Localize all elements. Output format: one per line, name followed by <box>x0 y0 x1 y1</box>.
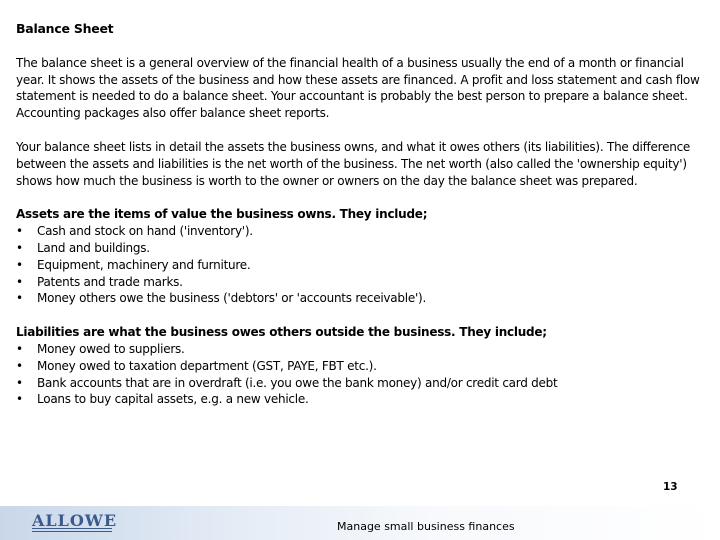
logo-underline <box>32 528 112 532</box>
list-item <box>16 240 706 257</box>
assets-list <box>16 223 706 307</box>
list-item <box>16 274 706 291</box>
slide-content <box>16 21 706 425</box>
footer-caption: Manage small business finances <box>337 520 515 533</box>
net-worth-paragraph: Your balance sheet lists in detail the assets the business owns, and what it owes others (its liabilities). The difference between the assets and liabilities is the net worth of the business. The net worth (also called the 'ownership equity') shows how much the business is worth to the owner or owners on the day the balance sheet was prepared. <box>16 139 691 188</box>
page-title: Balance Sheet <box>16 21 114 36</box>
list-item-text: Cash and stock on hand ('inventory'). <box>37 224 253 239</box>
list-item-text: Land and buildings. <box>37 240 150 255</box>
list-item-text: Equipment, machinery and furniture. <box>37 257 251 272</box>
logo-text: ALLOWE <box>32 511 118 530</box>
list-item <box>16 391 706 408</box>
assets-heading: Assets are the items of value the business owns. They include; <box>16 207 428 222</box>
page-number: 13 <box>663 481 678 493</box>
allowe-logo <box>32 511 116 535</box>
bullet-icon: • <box>16 274 23 289</box>
bullet-icon: • <box>16 240 23 255</box>
bullet-icon: • <box>16 375 23 390</box>
list-item <box>16 257 706 274</box>
liabilities-list <box>16 341 706 408</box>
bullet-icon: • <box>16 224 23 239</box>
list-item <box>16 341 706 358</box>
list-item-text: Money owed to suppliers. <box>37 341 185 356</box>
list-item-text: Bank accounts that are in overdraft (i.e. you owe the bank money) and/or credit card debt <box>37 375 558 390</box>
intro-paragraph: The balance sheet is a general overview of the financial health of a business usually the end of a month or financial year. It shows the assets of the business and how these assets are financed. A profit and loss statement and cash flow statement is needed to do a balance sheet. Your accountant is probably the best person to prepare a balance sheet. Accounting packages also offer balance sheet reports. <box>16 55 700 121</box>
list-item-text: Loans to buy capital assets, e.g. a new vehicle. <box>37 392 309 407</box>
bullet-icon: • <box>16 291 23 306</box>
footer <box>0 481 720 540</box>
liabilities-heading: Liabilities are what the business owes others outside the business. They include; <box>16 325 547 340</box>
bullet-icon: • <box>16 392 23 407</box>
list-item-text: Money owed to taxation department (GST, PAYE, FBT etc.). <box>37 358 377 373</box>
bullet-icon: • <box>16 341 23 356</box>
bullet-icon: • <box>16 358 23 373</box>
list-item <box>16 290 706 307</box>
bullet-icon: • <box>16 257 23 272</box>
list-item-text: Patents and trade marks. <box>37 274 183 289</box>
list-item <box>16 223 706 240</box>
list-item <box>16 358 706 375</box>
list-item-text: Money others owe the business ('debtors' or 'accounts receivable'). <box>37 291 427 306</box>
list-item <box>16 375 706 392</box>
